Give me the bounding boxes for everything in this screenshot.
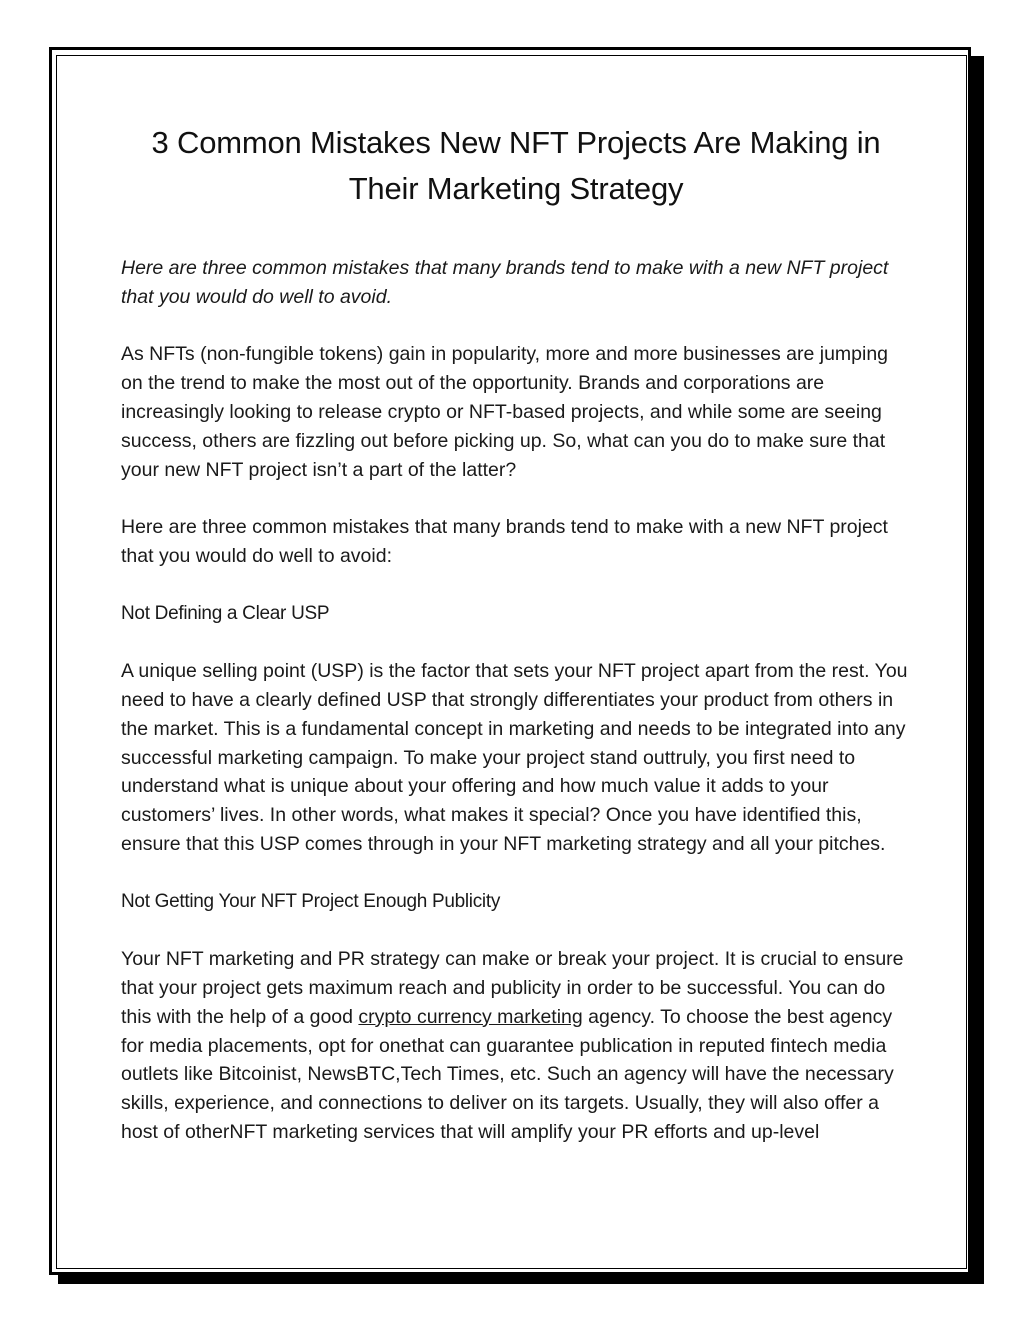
section-2-heading: Not Getting Your NFT Project Enough Publicity: [121, 890, 501, 912]
section-2-body-after-link: agency. To choose the best agency for media placements, opt for onethat can guarantee publication in reputed fintech media outlets like Bitcoinist, NewsBTC,Tech Times, etc. Such an agency will have the necessary skills, experience, and connections to deliver on its targets. Usually, they will also offer a host of otherNFT marketing services that will amplify your PR efforts and up-level: [121, 1005, 894, 1143]
document-title: 3 Common Mistakes New NFT Projects Are Making in Their Marketing Strategy: [151, 125, 881, 206]
section-1-heading: Not Defining a Clear USP: [121, 602, 330, 624]
intro-paragraph: Here are three common mistakes that many brands tend to make with a new NFT project that you would do well to avoid.: [121, 257, 889, 308]
crypto-marketing-link[interactable]: crypto currency marketing: [358, 1005, 583, 1028]
section-2-body-before-link: Your NFT marketing and PR strategy can make or break your project. It is crucial to ensure that your project gets maximum reach and publicity in order to be successful. You can do this with the help of a good: [121, 948, 904, 1028]
section-2-body: [121, 945, 911, 1147]
paragraph-1: As NFTs (non-fungible tokens) gain in popularity, more and more businesses are jumping on the trend to make the most out of the opportunity. Brands and corporations are increasingly looking to release crypto or NFT-based projects, and while some are seeing success, others are fizzling out before picking up. So, what can you do to make sure that your new NFT project isn’t a part of the latter?: [121, 343, 889, 481]
section-1-body: A unique selling point (USP) is the factor that sets your NFT project apart from the rest. You need to have a clearly defined USP that strongly differentiates your product from others in the market. This is a fundamental concept in marketing and needs to be integrated into any successful marketing campaign. To make your project stand outtruly, you first need to understand what is unique about your offering and how much value it adds to your customers’ lives. In other words, what makes it special? Once you have identified this, ensure that this USP comes through in your NFT marketing strategy and all your pitches.: [121, 660, 908, 855]
document-body: [121, 120, 911, 1147]
paragraph-2: Here are three common mistakes that many brands tend to make with a new NFT project that you would do well to avoid:: [121, 516, 888, 567]
